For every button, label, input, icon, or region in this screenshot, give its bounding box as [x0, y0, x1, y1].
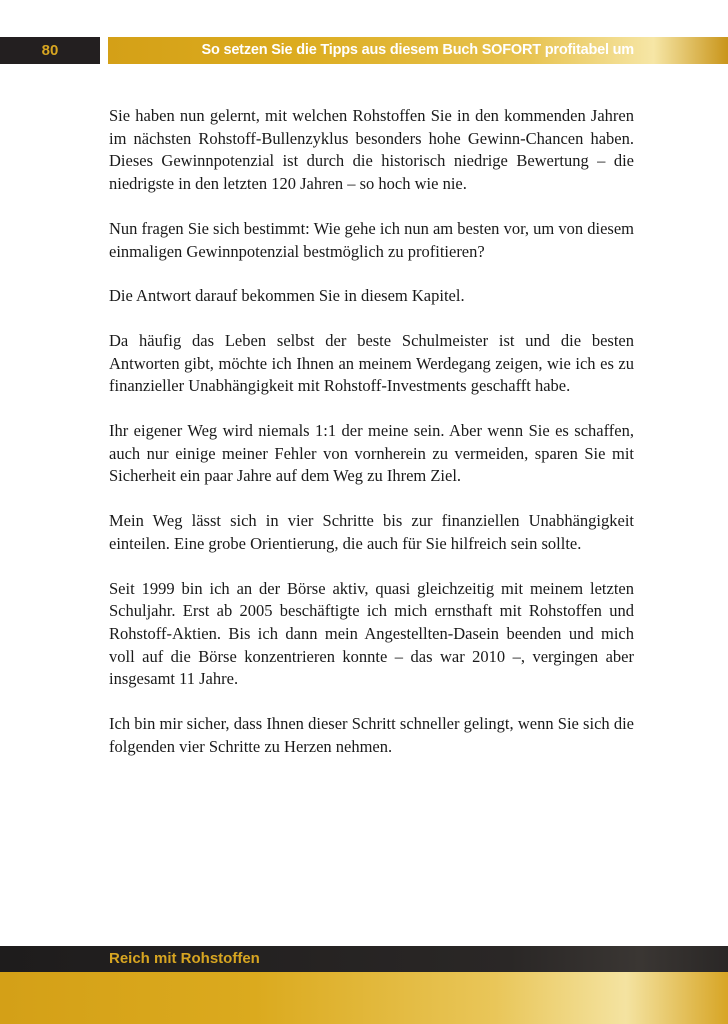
paragraph: Seit 1999 bin ich an der Börse aktiv, quasi gleichzeitig mit meinem letzten Schuljahr. Erst ab 2005 beschäftigte ich mich ernsthaft mit Rohstoffen und Rohstoff-Aktien. Bis ich dann mein Angestellten-Dasein beenden und mich voll auf die Börse konzentrieren konnte – das war 2010 –, vergingen aber insgesamt 11 Jahre.: [109, 578, 634, 689]
paragraph: Mein Weg lässt sich in vier Schritte bis zur finanziellen Unabhängigkeit einteilen. Eine grobe Orientierung, die auch für Sie hilfreich sein sollte.: [109, 511, 634, 553]
paragraph: Ihr eigener Weg wird niemals 1:1 der meine sein. Aber wenn Sie es schaffen, auch nur einige meiner Fehler von vornherein zu vermeiden, sparen Sie mit Sicherheit ein paar Jahre auf dem Weg zu Ihrem Ziel.: [109, 421, 634, 486]
book-title: Reich mit Rohstoffen: [109, 950, 260, 967]
body-text: [109, 105, 634, 780]
paragraph: Ich bin mir sicher, dass Ihnen dieser Schritt schneller gelingt, wenn Sie sich die folgenden vier Schritte zu Herzen nehmen.: [109, 714, 634, 756]
running-header: [108, 37, 728, 64]
chapter-title: So setzen Sie die Tipps aus diesem Buch SOFORT profitabel um: [201, 42, 634, 58]
paragraph: Da häufig das Leben selbst der beste Schulmeister ist und die besten Antworten gibt, möchte ich Ihnen an meinem Werdegang zeigen, wie ich es zu finanzieller Unabhängigkeit mit Rohstoff-Investments geschafft habe.: [109, 330, 634, 396]
paragraph: Sie haben nun gelernt, mit welchen Rohstoffen Sie in den kommenden Jahren im nächsten Rohstoff-Bullenzyklus besonders hohe Gewinn-Chancen haben. Dieses Gewinnpotenzial ist durch die historisch niedrige Bewertung – die niedrigste in den letzten 120 Jahren – so hoch wie nie.: [109, 106, 634, 194]
footer-gold-band: [0, 972, 728, 1024]
paragraph: Nun fragen Sie sich bestimmt: Wie gehe ich nun am besten vor, um von diesem einmaligen Gewinnpotenzial bestmöglich zu profitieren?: [109, 218, 634, 261]
running-footer: [0, 946, 728, 972]
paragraph: Die Antwort darauf bekommen Sie in diesem Kapitel.: [109, 286, 465, 306]
page-number: 80: [0, 37, 100, 64]
